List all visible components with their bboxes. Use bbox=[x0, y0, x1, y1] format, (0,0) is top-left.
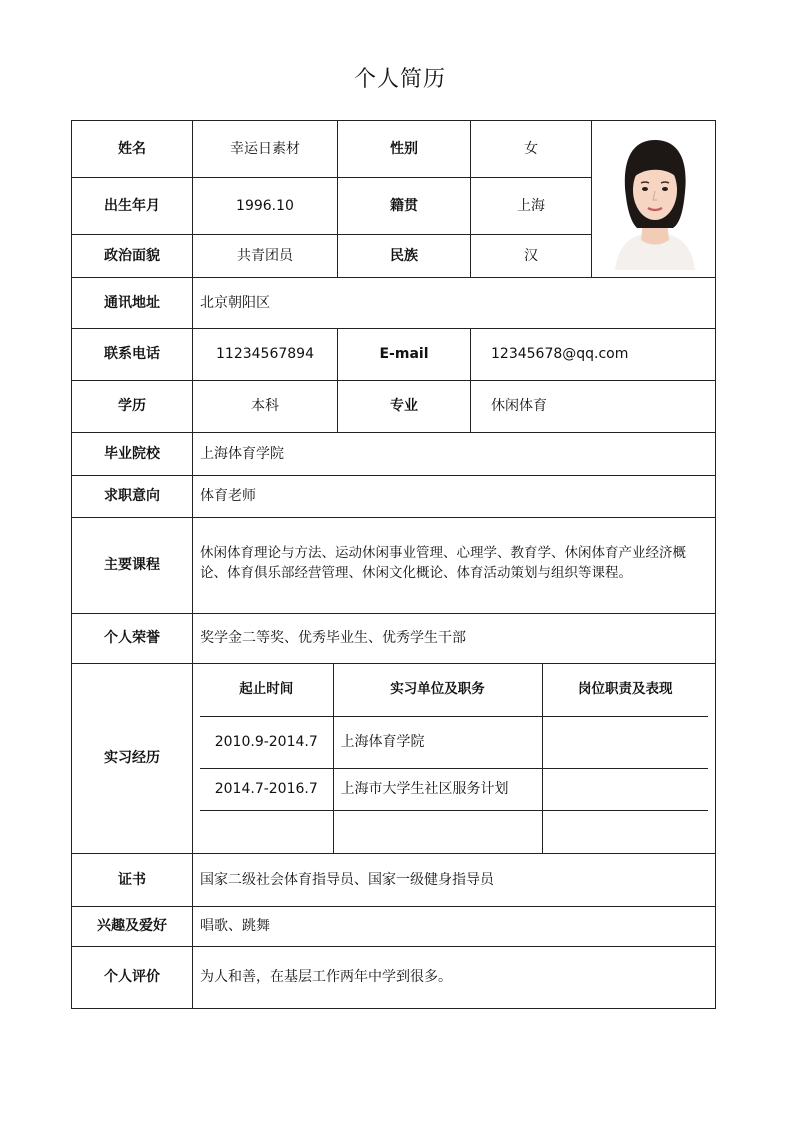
internship-table bbox=[200, 664, 708, 853]
value-certificates: 国家二级社会体育指导员、国家一级健身指导员 bbox=[193, 854, 716, 907]
internship-header-period: 起止时间 bbox=[200, 664, 333, 716]
label-evaluation: 个人评价 bbox=[72, 947, 193, 1009]
label-gender: 性别 bbox=[338, 121, 471, 178]
value-political: 共青团员 bbox=[193, 235, 338, 278]
internship-org: 上海体育学院 bbox=[333, 716, 542, 768]
value-evaluation: 为人和善，在基层工作两年中学到很多。 bbox=[193, 947, 716, 1009]
label-hometown: 籍贯 bbox=[338, 178, 471, 235]
label-birth: 出生年月 bbox=[72, 178, 193, 235]
internship-period: 2010.9-2014.7 bbox=[200, 716, 333, 768]
table-row bbox=[200, 768, 708, 810]
internship-period: 2014.7-2016.7 bbox=[200, 768, 333, 810]
label-ethnicity: 民族 bbox=[338, 235, 471, 278]
value-hobbies: 唱歌、跳舞 bbox=[193, 907, 716, 947]
internship-header-org: 实习单位及职务 bbox=[333, 664, 542, 716]
label-address: 通讯地址 bbox=[72, 278, 193, 329]
value-hometown: 上海 bbox=[471, 178, 592, 235]
internship-duty bbox=[542, 768, 708, 810]
internship-org: 上海市大学生社区服务计划 bbox=[333, 768, 542, 810]
label-school: 毕业院校 bbox=[72, 433, 193, 476]
internship-org bbox=[333, 810, 542, 853]
label-political: 政治面貌 bbox=[72, 235, 193, 278]
value-major: 休闲体育 bbox=[471, 381, 716, 433]
internship-header-duty: 岗位职责及表现 bbox=[542, 664, 708, 716]
internship-period bbox=[200, 810, 333, 853]
value-ethnicity: 汉 bbox=[471, 235, 592, 278]
value-email: 12345678@qq.com bbox=[471, 329, 716, 381]
label-internship: 实习经历 bbox=[72, 664, 193, 854]
label-name: 姓名 bbox=[72, 121, 193, 178]
label-objective: 求职意向 bbox=[72, 476, 193, 518]
value-name: 幸运日素材 bbox=[193, 121, 338, 178]
profile-photo-icon bbox=[599, 128, 711, 270]
value-objective: 体育老师 bbox=[193, 476, 716, 518]
value-courses: 休闲体育理论与方法、运动休闲事业管理、心理学、教育学、休闲体育产业经济概论、体育俱乐部经营管理、休闲文化概论、体育活动策划与组织等课程。 bbox=[193, 518, 716, 614]
label-phone: 联系电话 bbox=[72, 329, 193, 381]
photo-cell bbox=[592, 121, 716, 278]
value-gender: 女 bbox=[471, 121, 592, 178]
label-major: 专业 bbox=[338, 381, 471, 433]
value-school: 上海体育学院 bbox=[193, 433, 716, 476]
label-certificates: 证书 bbox=[72, 854, 193, 907]
value-birth: 1996.10 bbox=[193, 178, 338, 235]
table-row bbox=[200, 716, 708, 768]
table-row bbox=[200, 810, 708, 853]
internship-cell bbox=[193, 664, 716, 854]
label-education: 学历 bbox=[72, 381, 193, 433]
value-address: 北京朝阳区 bbox=[193, 278, 716, 329]
label-email: E-mail bbox=[338, 329, 471, 381]
value-phone: 11234567894 bbox=[193, 329, 338, 381]
internship-duty bbox=[542, 810, 708, 853]
internship-duty bbox=[542, 716, 708, 768]
value-education: 本科 bbox=[193, 381, 338, 433]
value-honors: 奖学金二等奖、优秀毕业生、优秀学生干部 bbox=[193, 614, 716, 664]
resume-table bbox=[71, 120, 716, 1009]
label-honors: 个人荣誉 bbox=[72, 614, 193, 664]
page-title: 个人简历 bbox=[353, 67, 446, 92]
label-hobbies: 兴趣及爱好 bbox=[72, 907, 193, 947]
label-courses: 主要课程 bbox=[72, 518, 193, 614]
